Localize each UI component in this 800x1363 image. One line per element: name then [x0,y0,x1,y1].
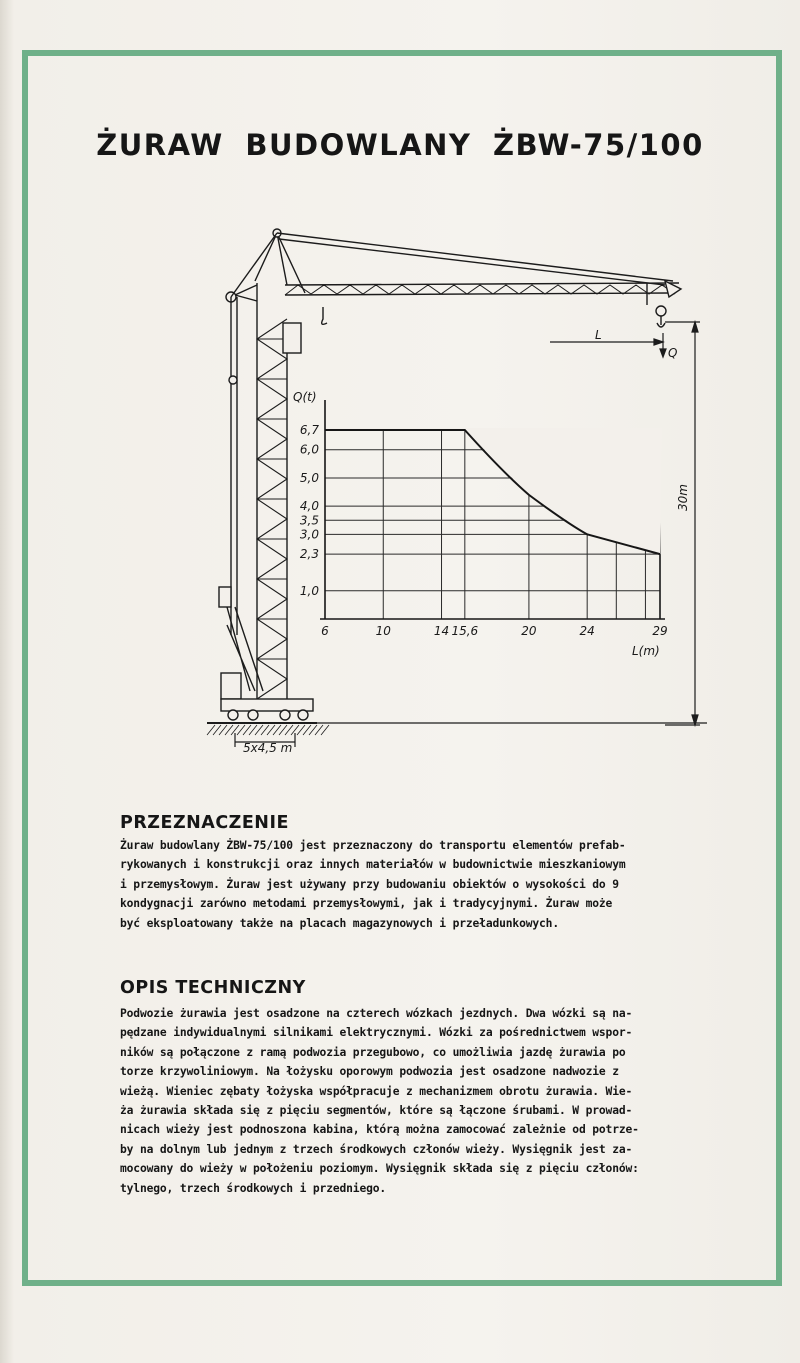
purpose-heading: PRZEZNACZENIE [120,813,289,833]
technical-line: torze krzywoliniowym. Na łożysku oporowym podwozia jest osadzone nadwozie z [120,1065,619,1079]
y-tick-label: 1,0 [299,583,319,598]
x-tick-label: 29 [652,624,668,638]
purpose-line: kondygnacji zarówno metodami przemysłowymi, jak i tradycyjnymi. Żuraw może [120,897,613,911]
purpose-line: i przemysłowym. Żuraw jest używany przy budowaniu obiektów o wysokości do 9 [120,877,619,891]
mast-stay [231,233,277,297]
jib-tie-rope [277,233,673,281]
technical-paragraph [120,1004,730,1198]
y-tick-label: 5,0 [299,470,319,485]
x-axis-label: L(m) [632,644,660,658]
x-tick-label: 14 [433,624,450,638]
x-tick-label: 6 [321,624,329,638]
y-tick-label: 4,0 [299,499,319,514]
technical-line: mocowany do wieży w położeniu poziomym. Wysięgnik składa się z pięciu członów: [120,1162,639,1176]
bogie-wheel [280,710,290,720]
tower-height-label: 30m [676,484,690,511]
undercarriage [221,699,313,711]
technical-line: tylnego, trzech środkowych i przedniego. [120,1181,387,1195]
x-tick-label: 15,6 [451,624,479,638]
technical-line: ników są połączone z ramą podwozia przegubowo, co umożliwia jazdę żurawia po [120,1045,626,1059]
y-tick-label: 2,3 [299,547,319,562]
jib-bottom-chord [285,293,669,295]
mast-pulley [229,376,237,384]
technical-line: Podwozie żurawia jest osadzone na czterech wózkach jezdnych. Dwa wózki są na- [120,1007,633,1020]
jib-top-chord [285,283,679,285]
x-tick-label: 20 [521,624,537,638]
bogie-wheel [298,710,308,720]
technical-line: wieżą. Wieniec zębaty łożyska współpracuje z mechanizmem obrotu żurawia. Wie- [120,1084,633,1098]
y-tick-label: 3,5 [299,513,319,528]
purpose-line: być eksploatowany także na placach magazynowych i przeładunkowych. [120,916,559,930]
chart-mask [324,428,662,554]
y-tick-label: 3,0 [299,527,319,542]
bogie-wheel [248,710,258,720]
tower-apex [255,233,305,293]
technical-line: by na dolnym lub jednym z trzech środkowych członów wieży. Wysięgnik jest za- [120,1142,633,1156]
radius-label: L [595,328,602,342]
load-chart [293,390,668,658]
ground-hatch [207,725,329,735]
bogie-wheel [228,710,238,720]
hook-block [656,306,666,316]
counterweight [219,587,231,607]
y-tick-label: 6,7 [299,423,319,437]
base-width-label: 5x4,5 m [243,741,293,755]
jib-tie-rope [279,239,665,285]
tower-lattice [257,319,287,699]
crane-diagram [195,215,715,765]
y-axis-label: Q(t) [293,390,317,404]
small-hook [322,307,327,324]
purpose-paragraph [120,836,730,933]
technical-heading: OPIS TECHNICZNY [120,978,306,998]
operator-cab [283,323,301,353]
hook [657,316,665,327]
technical-line: pędzane indywidualnymi silnikami elektrycznymi. Wózki za pośrednictwem wspor- [120,1026,633,1040]
technical-line: ża żurawia składa się z pięciu segmentów, które są łączone śrubami. W prowad- [120,1104,633,1118]
x-tick-label: 10 [375,624,391,638]
document-title: ŻURAW BUDOWLANY ŻBW-75/100 [96,128,704,162]
purpose-line: rykowanych i konstrukcji oraz innych materiałów w budownictwie mieszkaniowym [120,858,626,872]
technical-line: nicach wieży jest podnoszona kabina, którą można zamocować zależnie od potrze- [120,1123,639,1137]
ballast-box [221,673,241,699]
y-tick-label: 6,0 [299,442,319,457]
purpose-line: Żuraw budowlany ŻBW-75/100 jest przeznaczony do transportu elementów prefab- [120,839,626,852]
load-label: Q [668,346,678,360]
x-tick-label: 24 [579,624,595,638]
